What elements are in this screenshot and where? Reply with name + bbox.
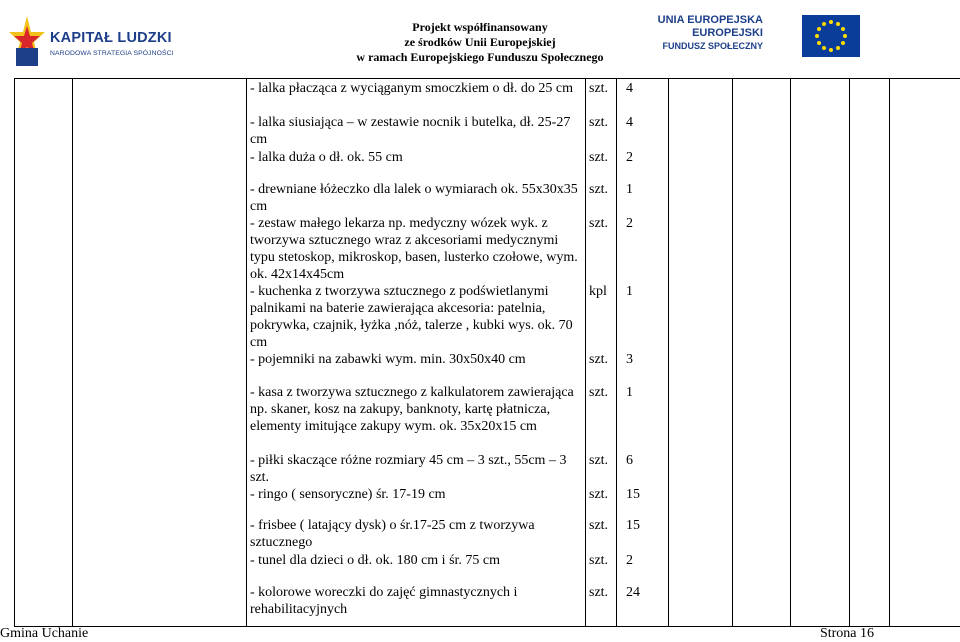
item-quantity: 3	[626, 352, 633, 367]
item-description: - kasa z tworzywa sztucznego z kalkulatorem zawierająca np. skaner, kosz na zakupy, banknoty, kartę płatnicza, elementy imitujące zakupy wym. ok. 35x20x15 cm	[250, 385, 574, 434]
eu-logo-line-1: UNIA EUROPEJSKA	[657, 14, 763, 26]
list-item	[250, 584, 640, 618]
item-unit: szt.	[589, 385, 609, 400]
item-description: - zestaw małego lekarza np. medyczny wózek wyk. z tworzywa sztucznego wraz z akcesoriami medycznymi typu stetoskop, mikroskop, basen, lusterko czołowe, wym. ok. 42x14x45cm	[250, 216, 578, 282]
table-col-divider	[585, 78, 586, 627]
table-col-divider	[668, 78, 669, 627]
kapital-ludzki-logo	[8, 12, 183, 68]
list-item	[250, 114, 633, 148]
logo-subtitle: NARODOWA STRATEGIA SPÓJNOŚCI	[50, 50, 174, 57]
item-unit: szt.	[589, 487, 609, 502]
item-unit: szt.	[589, 352, 609, 367]
header-line-3: w ramach Europejskiego Funduszu Społecznego	[356, 50, 604, 64]
list-item	[250, 181, 633, 215]
table-col-divider	[889, 78, 890, 627]
item-description: - kolorowe woreczki do zajęć gimnastycznych i rehabilitacyjnych	[250, 585, 518, 617]
item-quantity: 1	[626, 284, 633, 299]
list-item	[250, 517, 640, 551]
item-description: - drewniane łóżeczko dla lalek o wymiarach ok. 55x30x35 cm	[250, 182, 578, 214]
list-item	[250, 149, 633, 166]
list-item	[250, 384, 633, 435]
item-unit: szt.	[589, 553, 609, 568]
item-description: - piłki skaczące różne rozmiary 45 cm – 3 szt., 55cm – 3 szt.	[250, 453, 567, 485]
item-unit: kpl	[589, 284, 607, 299]
item-description: - ringo ( sensoryczne) śr. 17-19 cm	[250, 487, 446, 502]
item-description: - pojemniki na zabawki wym. min. 30x50x40 cm	[250, 352, 526, 367]
item-description: - tunel dla dzieci o dł. ok. 180 cm i śr. 75 cm	[250, 553, 501, 568]
table-bottom-border	[14, 626, 960, 627]
eu-logo	[657, 10, 865, 60]
item-description: - lalka duża o dł. ok. 55 cm	[250, 150, 403, 165]
page-number: Strona 16	[819, 626, 874, 641]
item-quantity: 4	[626, 81, 633, 96]
item-unit: szt.	[589, 150, 609, 165]
list-item	[250, 80, 633, 97]
table-col-divider	[246, 78, 247, 627]
header-line-2: ze środków Unii Europejskiej	[404, 35, 556, 49]
item-quantity: 6	[626, 453, 633, 468]
table-col-divider	[790, 78, 791, 627]
item-description: - kuchenka z tworzywa sztucznego z podświetlanymi palnikami na baterie zawierająca akcesoria: patelnia, pokrywka, czajnik, łyżka ,nóż, talerze , kubki wys. ok. 70 cm	[250, 284, 573, 350]
eu-logo-line-3: FUNDUSZ SPOŁECZNY	[662, 41, 763, 51]
item-quantity: 1	[626, 182, 633, 197]
item-unit: szt.	[589, 518, 609, 533]
project-header	[330, 20, 630, 65]
table-top-border	[14, 78, 960, 79]
list-item	[250, 486, 640, 503]
list-item	[250, 452, 633, 486]
item-quantity: 15	[626, 518, 640, 533]
item-description: - lalka siusiająca – w zestawie nocnik i butelka, dł. 25-27 cm	[250, 115, 571, 147]
item-quantity: 2	[626, 216, 633, 231]
item-quantity: 15	[626, 487, 640, 502]
item-quantity: 2	[626, 150, 633, 165]
item-quantity: 1	[626, 385, 633, 400]
table-col-divider	[732, 78, 733, 627]
table-col-divider	[14, 78, 15, 627]
item-unit: szt.	[589, 585, 609, 600]
item-description: - frisbee ( latający dysk) o śr.17-25 cm z tworzywa sztucznego	[250, 518, 535, 550]
item-unit: szt.	[589, 115, 609, 130]
table-col-divider	[72, 78, 73, 627]
list-item	[250, 351, 633, 368]
item-unit: szt.	[589, 81, 609, 96]
item-quantity: 2	[626, 553, 633, 568]
footer-organization: Gmina Uchanie	[0, 626, 89, 641]
list-item	[250, 283, 633, 351]
item-quantity: 24	[626, 585, 640, 600]
item-unit: szt.	[589, 216, 609, 231]
eu-logo-line-2: EUROPEJSKI	[692, 27, 763, 39]
table-col-divider	[616, 78, 617, 627]
item-unit: szt.	[589, 182, 609, 197]
header-line-1: Projekt współfinansowany	[412, 20, 548, 34]
logo-title: KAPITAŁ LUDZKI	[50, 30, 172, 46]
list-item	[250, 552, 633, 569]
star-logo-icon	[8, 14, 46, 66]
item-unit: szt.	[589, 453, 609, 468]
item-description: - lalka płacząca z wyciąganym smoczkiem o dł. do 25 cm	[250, 81, 574, 96]
eu-flag-icon	[802, 15, 860, 57]
item-quantity: 4	[626, 115, 633, 130]
table-col-divider	[849, 78, 850, 627]
list-item	[250, 215, 633, 283]
